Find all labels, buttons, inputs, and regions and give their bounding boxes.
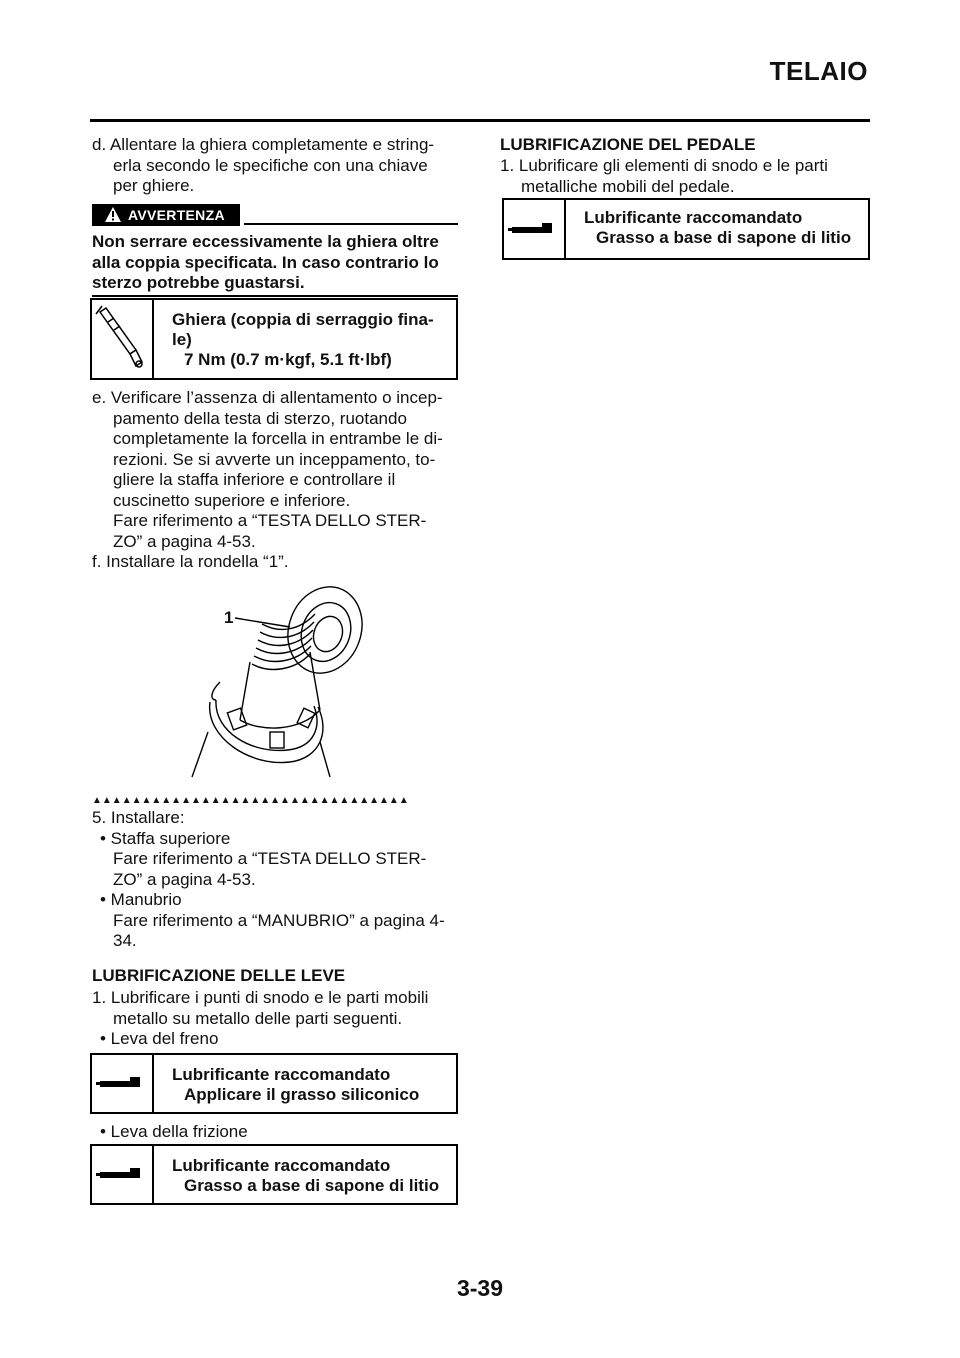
step-e-line: rezioni. Se si avverte un inceppamento, to- <box>113 449 436 469</box>
step-d <box>92 135 462 197</box>
lever-step-1 <box>92 988 464 1050</box>
step-d-line2: erla secondo le specifiche con una chiave <box>113 155 428 175</box>
brake-lubricant-line1: Lubrificante raccomandato <box>172 1065 391 1084</box>
step-5-line: • Staffa superiore <box>100 828 231 848</box>
grease-gun-icon <box>92 1055 150 1112</box>
pedal-lubricant-line2: Grasso a base di sapone di litio <box>596 228 852 247</box>
lever-step-1-line2: metallo su metallo delle parti seguenti. <box>113 1008 403 1028</box>
brake-lubricant-line2: Applicare il grasso siliconico <box>184 1085 420 1104</box>
steering-stem-washer-figure <box>180 582 380 782</box>
torque-icon-cell <box>92 300 154 378</box>
warning-label: AVVERTENZA <box>128 207 225 223</box>
step-e <box>92 388 464 573</box>
warning-line3: sterzo potrebbe guastarsi. <box>92 273 305 292</box>
torque-spec-box <box>90 298 458 380</box>
clutch-lubricant-line2: Grasso a base di sapone di litio <box>184 1176 440 1195</box>
end-of-procedure-marks: ▲▲▲▲▲▲▲▲▲▲▲▲▲▲▲▲▲▲▲▲▲▲▲▲▲▲▲▲▲▲▲▲ <box>92 795 409 806</box>
torque-wrench-icon <box>92 300 150 378</box>
lubricant-icon-cell <box>92 1146 154 1203</box>
step-d-line3: per ghiere. <box>113 176 195 195</box>
grease-gun-icon <box>504 200 562 258</box>
step-d-line1: d. Allentare la ghiera completamente e string- <box>92 135 435 154</box>
step-5-line: 5. Installare: <box>92 808 185 827</box>
pedal-step-1 <box>500 156 872 197</box>
step-5-line: 34. <box>113 931 137 950</box>
step-e-line: completamente la forcella in entrambe le di- <box>113 429 443 448</box>
page-number: 3-39 <box>456 1275 504 1301</box>
step-e-line: pamento della testa di sterzo, ruotando <box>113 408 407 428</box>
step-e-line: gliere la staffa inferiore e controllare il <box>113 470 396 489</box>
step-e-line: ZO” a pagina 4-53. <box>113 531 256 551</box>
warning-rule <box>244 223 458 225</box>
lever-step-1-line1: 1. Lubrificare i punti di snodo e le parti mobili <box>92 988 429 1007</box>
lever-lubrication-heading: LUBRIFICAZIONE DELLE LEVE <box>92 966 346 985</box>
washer-illustration <box>180 582 380 782</box>
step-e-line: e. Verificare l’assenza di allentamento o incep- <box>92 388 443 407</box>
pedal-step-1-line1: 1. Lubrificare gli elementi di snodo e le parti <box>500 156 828 175</box>
figure-callout-1: 1 <box>224 608 234 627</box>
brake-lubricant-text <box>172 1065 419 1105</box>
header-rule <box>90 119 870 122</box>
step-e-line: cuscinetto superiore e inferiore. <box>113 490 351 510</box>
warning-line1: Non serrare eccessivamente la ghiera oltre <box>92 232 439 251</box>
warning-bar <box>92 204 458 226</box>
grease-gun-icon <box>92 1146 150 1203</box>
pedal-step-1-line2: metalliche mobili del pedale. <box>521 176 735 196</box>
step-5-line: Fare riferimento a “TESTA DELLO STER- <box>113 849 427 868</box>
warning-line2: alla coppia specificata. In caso contrario lo <box>92 252 439 272</box>
pedal-lubricant-text <box>584 208 851 248</box>
lubricant-icon-cell <box>504 200 566 258</box>
lubricant-icon-cell <box>92 1055 154 1112</box>
clutch-lubricant-box <box>90 1144 458 1205</box>
step-e-line: Fare riferimento a “TESTA DELLO STER- <box>113 511 427 530</box>
torque-value: 7 Nm (0.7 m·kgf, 5.1 ft·lbf) <box>184 350 392 369</box>
warning-triangle-icon <box>104 206 122 223</box>
clutch-lever-item: • Leva della frizione <box>100 1122 248 1141</box>
step-5-line: • Manubrio <box>100 890 182 909</box>
torque-line2: le) <box>172 330 192 349</box>
step-5-line: ZO” a pagina 4-53. <box>113 869 256 889</box>
page-header-title: TELAIO <box>769 56 868 86</box>
pedal-lubrication-heading: LUBRIFICAZIONE DEL PEDALE <box>500 135 756 154</box>
warning-badge <box>92 204 240 226</box>
warning-end-rule <box>92 295 458 297</box>
clutch-lubricant-text <box>172 1156 439 1196</box>
pedal-lubricant-box <box>502 198 870 260</box>
torque-line1: Ghiera (coppia di serraggio fina- <box>172 310 434 329</box>
step-f: f. Installare la rondella “1”. <box>92 552 289 571</box>
clutch-lubricant-line1: Lubrificante raccomandato <box>172 1156 391 1175</box>
step-5-line: Fare riferimento a “MANUBRIO” a pagina 4- <box>113 910 445 930</box>
torque-spec-text <box>172 310 434 370</box>
pedal-lubricant-line1: Lubrificante raccomandato <box>584 208 803 227</box>
brake-lever-item: • Leva del freno <box>100 1029 219 1048</box>
brake-lubricant-box <box>90 1053 458 1114</box>
warning-text <box>92 232 462 294</box>
step-5 <box>92 808 464 952</box>
